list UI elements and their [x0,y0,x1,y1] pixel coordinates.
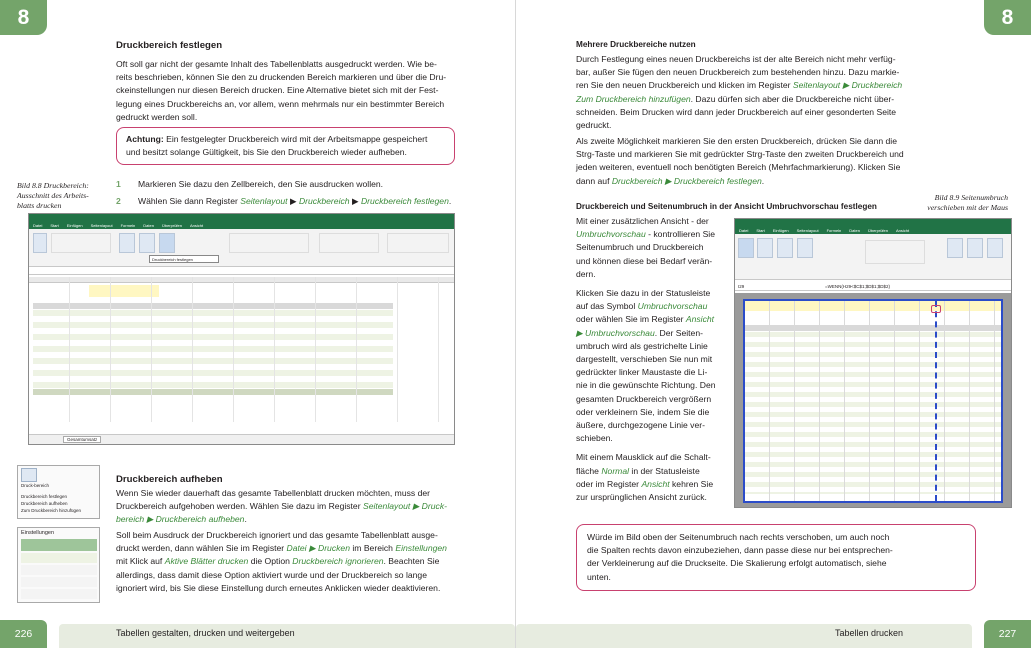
ribbon-tab: Formeln [120,223,136,228]
menu-path: Ansicht [641,478,670,489]
caption-line: Bild 8.8 Druckbereich: [17,181,89,190]
text-span: druckt werden, dann wählen Sie im Register [116,543,287,554]
footer-text: Tabellen drucken [835,628,904,638]
note-line: die Spalten rechts davon einzubeziehen, dann passe diese nur bei entsprechen- [587,545,893,556]
text-line [576,268,724,281]
text-span: . Beachten Sie [383,556,440,567]
ribbon-tab: Seitenlayout [90,223,113,228]
text-span: mit Klick auf [116,556,165,567]
text-line: ignoriert wird, bis Sie diese Einstellung durch erneutes Anklicken wieder deaktivieren. [116,582,441,593]
section-heading: Druckbereich und Seitenumbruch in der Ansicht Umbruchvorschau festlegen [576,202,877,211]
step-number: 2 [116,196,121,206]
ribbon-tab: Daten [143,223,154,228]
text-line [576,300,724,313]
text-span: im Bereich [349,543,396,554]
text-span: gesamten Druckbereich vergrößern [576,393,712,404]
option-row [21,565,97,575]
ribbon-tab: Überprüfen [867,228,888,233]
ribbon [735,234,1011,280]
ribbon-tab: Überprüfen [161,223,182,228]
ribbon-button [797,238,813,258]
text-span: oder wählen Sie im Register [576,314,686,325]
menu-path: ▶ [576,327,585,338]
text-span: Mit einer zusätzlichen Ansicht - der [576,216,709,226]
menu-path: Ansicht [685,314,715,325]
text-line: schneiden. Beim Drucken wird dann jeder Druckbereich auf einer gesonderten Seite [576,106,897,117]
ribbon-tabs [29,222,454,229]
text-span: Mit einem Mausklick auf die Schalt- [576,452,711,463]
sheet-tab: Gesamtumsatz [63,436,101,443]
text-span: auf das Symbol [576,301,638,312]
note-label: Achtung: [126,134,164,144]
zoom-button [947,238,963,258]
menu-path: bereich [116,514,145,525]
einstellungen-thumbnail [17,527,100,603]
note-line-1: Ein festgelegter Druckbereich wird mit der Arbeitsmappe gespeichert [163,134,428,144]
text-span: dann auf [576,175,612,186]
ribbon-tab: Start [50,223,59,228]
druckbereich-menu-thumbnail [17,465,100,519]
druckbereich-button [159,233,175,253]
print-area-icon [21,468,37,482]
formula-text: =WENN(H29<$C$1;$D$1;$D$2) [825,284,891,289]
ribbon-tab: Ansicht [895,228,910,233]
text-line [576,478,724,491]
text-line: allerdings, dass damit diese Option aktiviert wurde und der Druckbereich so lange [116,569,427,580]
text-line [576,406,724,419]
text-line [576,93,916,106]
thumbnail-title: Einstellungen [21,530,55,536]
menu-path: Aktive Blätter drucken [164,556,249,567]
text-line [576,465,724,478]
menu-path: Druckbereich [851,80,903,91]
text-line: bar, außer Sie fügen den neuen Druckbereich zum bestehenden hinzu. Dazu markie- [576,67,900,78]
option-row [21,553,97,563]
text-span: . Dazu dürfen sich aber die Druckbereiche nicht über- [690,93,895,104]
text-line [576,215,724,228]
menu-path: Druckbereich festlegen [360,196,449,206]
ribbon-button [33,233,47,253]
note-line: unten. [587,571,611,582]
menu-path: Normal [601,465,630,476]
page-footer [0,618,515,648]
text-span: zur ursprünglichen Ansicht zurück. [576,492,707,503]
ribbon-tab: Einfügen [66,223,83,228]
ribbon-tab: Ansicht [189,223,204,228]
text-span: Klicken Sie dazu in der Statusleiste [576,288,711,299]
text-span: in der Statusleiste [629,465,700,476]
note-line-2: und besitzt solange Gültigkeit, bis Sie den Druckbereich wieder aufheben. [126,147,407,158]
ribbon-tab: Einfügen [772,228,789,233]
menu-path: Umbruchvorschau [576,229,646,240]
note-box [116,127,455,165]
page-break-preview-button [757,238,773,258]
text-span: Druckbereich aufgehoben werden. Wählen Sie dazu im Register [116,501,363,512]
text-line: jeden weiteren, eventuell noch benötigten Bereich (Mehrfachmarkierung). Klicken Sie [576,162,901,173]
arrow-icon: ▶ [351,196,359,206]
step-number: 1 [116,179,121,189]
text-span: gedrückter linker Maustaste die Li- [576,367,708,378]
text-line: Als zweite Möglichkeit markieren Sie den ersten Druckbereich, drücken Sie dann die [576,136,897,146]
figure-caption [896,193,1008,213]
formula-bar [29,267,454,275]
caption-line: Bild 8.9 Seitenumbruch [934,193,1008,202]
text-line [576,340,724,353]
dropdown-menu [21,493,97,514]
text-span: kehren Sie [669,478,714,489]
text-line: Durch Festlegung eines neuen Druckbereichs ist der alte Bereich nicht mehr verfüg- [576,54,896,64]
sec2-paragraph [116,487,455,527]
menu-path: Druckbereich [298,196,350,206]
ribbon-tab: Daten [849,228,860,233]
zoom-100-button [967,238,983,258]
text-line: dann auf Druckbereich ▶ Druckbereich festlegen. [576,175,765,186]
text-span: schieben. [576,433,613,444]
menu-path: Drucken [317,543,350,554]
worksheet-page-break-view [735,293,1011,508]
print-area [743,299,1003,503]
excel-screenshot [734,218,1012,508]
page-break-line[interactable] [935,301,937,501]
menu-path: Umbruchvorschau [637,301,708,312]
text-line [576,79,916,92]
menu-path: Druckbereich festlegen [673,175,762,186]
arrow-icon: ▶ [146,514,154,525]
text-span: - kontrollieren Sie [645,229,715,240]
menu-path: Druckbereich ignorieren [292,556,384,567]
menu-path: Druck- [421,501,447,512]
text-line: legung eines Druckbereichs an, vor allem, wenn mehrmals nur ein bestimmter Bereich [116,98,445,109]
text-span: oder im Register [576,478,642,489]
menu-path: Druckbereich [611,175,663,186]
text-line [116,500,455,513]
ribbon-tab: Formeln [826,228,842,233]
right-page [516,0,1031,648]
ribbon-button [119,233,135,253]
mouse-cursor-icon [931,305,941,313]
text-line [576,353,724,366]
sec1-paragraph [116,58,455,124]
arrow-icon: ▶ [664,175,672,186]
text-span: äußere, durchgezogene Linie ver- [576,420,705,431]
text-line [576,393,724,406]
note-line: der Verkleinerung auf die Druckseite. Die Skalierung erfolgt automatisch, siehe [587,558,887,569]
excel-screenshot [28,213,455,445]
option-row [21,577,97,587]
step-text: Markieren Sie dazu den Zellbereich, den Sie ausdrucken wollen. [138,179,384,189]
text-line [576,491,724,504]
p1-paragraph [576,53,916,132]
excel-titlebar [735,219,1011,227]
section-heading: Mehrere Druckbereiche nutzen [576,40,696,49]
menu-path: Druckbereich aufheben [155,514,245,525]
arrow-icon: ▶ [412,501,420,512]
text-line: reits beschrieben, können Sie den zu druckenden Bereich markieren und über die Dru- [116,72,447,83]
note-box [576,524,976,591]
column-text [576,215,724,504]
text-span: die Option [248,556,293,567]
text-line: Oft soll gar nicht der gesamte Inhalt des Tabellenblatts ausgedruckt werden. Wie be- [116,59,437,69]
zoom-selection-button [987,238,1003,258]
menu-path: Datei [286,543,307,554]
ribbon-tab: Datei [33,223,43,228]
normal-view-button [738,238,754,258]
text-span: dargestellt, verschieben Sie nun mit [576,354,713,365]
text-line [576,241,724,254]
text-line [576,255,724,268]
text-line [116,542,455,555]
ribbon-button [777,238,793,258]
step-text: Wählen Sie dann Register [138,196,241,206]
text-line [576,432,724,445]
text-line: Wenn Sie wieder dauerhaft das gesamte Tabellenblatt drucken möchten, muss der [116,488,431,498]
text-span: . Der Seiten- [654,327,703,338]
text-line [576,366,724,379]
text-span: Seitenumbruch und Druckbereich [576,242,704,253]
menu-item: Druckbereich aufheben [21,501,68,506]
tooltip: Druckbereich festlegen [149,255,219,263]
text-span: oder verkleinern Sie, indem Sie die [576,406,710,417]
chapter-tab: 8 [0,0,47,35]
left-page [0,0,515,648]
ribbon-tab: Seitenlayout [796,228,819,233]
caption-line: Ausschnitt des Arbeits- [17,191,89,200]
option-row [21,589,97,599]
formula-bar [735,282,1011,291]
menu-path: Seitenlayout [362,501,411,512]
ribbon [29,229,454,267]
ribbon-button [139,233,155,253]
menu-path: Zum Druckbereich hinzufügen [576,93,691,104]
text-line: gedruckt. [576,120,612,131]
sec3-paragraph [116,529,455,595]
ribbon-tab: Start [756,228,765,233]
step-1 [116,178,383,191]
gridlines [29,277,454,422]
text-line: gedruckt werden soll. [116,111,198,122]
section-heading: Druckbereich aufheben [116,474,223,485]
name-box: I29 [738,284,745,289]
text-line: Strg-Taste und markieren Sie mit gedrückter Strg-Taste den zweiten Druckbereich und [576,149,904,160]
step-2: 2 Wählen Sie dann Register Seitenlayout ▶ Druckbereich ▶ Druckbereich festlegen. [116,196,452,206]
note-line [126,133,445,146]
text-span: ren Sie den neuen Druckbereich und klicken im Register [576,80,793,91]
text-line: Soll beim Ausdruck der Druckbereich ignoriert und das gesamte Tabellenblatt ausge- [116,530,438,540]
status-bar [29,434,454,444]
note-line: Würde im Bild oben der Seitenumbruch nach rechts verschoben, um auch noch [587,532,890,542]
section-heading: Druckbereich festlegen [116,40,223,51]
ribbon-group [51,233,111,253]
text-line [576,379,724,392]
caption-line: verschieben mit der Maus [927,203,1008,212]
chapter-tab: 8 [984,0,1031,35]
figure-caption [17,181,97,211]
ribbon-group [865,240,925,264]
button-label: Druck-bereich [21,483,50,488]
p2-paragraph [576,135,916,188]
caption-line: blatts drucken [17,201,62,210]
ribbon-group [229,233,309,253]
text-span: nie in die gewünschte Richtung. Den [576,380,716,391]
menu-path: Seitenlayout [240,196,288,206]
text-span: umbruch wird als gestrichelte Linie [576,340,708,351]
page-number: 226 [0,620,47,648]
text-span: fläche [576,465,602,476]
text-line [576,287,724,300]
text-line [576,451,724,464]
arrow-icon: ▶ [842,80,850,91]
option-row [21,539,97,551]
text-span: dern. [576,268,596,279]
footer-bar [516,624,972,648]
page-footer [516,618,1031,648]
text-line [576,419,724,432]
text-line: bereich ▶ Druckbereich aufheben. [116,514,247,525]
menu-path: Seitenlayout [792,80,841,91]
ribbon-tabs [735,227,1011,234]
menu-path: Umbruchvorschau [585,327,655,338]
text-line: ckeinstellungen nur diesen Bereich drucken. Eine Alternative bietet sich mit der Fest- [116,85,439,96]
excel-titlebar [29,214,454,222]
text-line [576,228,724,241]
text-line [576,327,724,340]
menu-item: Druckbereich festlegen [21,494,68,499]
text-line [576,313,724,326]
menu-path: Einstellungen [395,543,447,554]
page-number: 227 [984,620,1031,648]
ribbon-tab: Datei [739,228,749,233]
text-span: und können diese bei Bedarf verän- [576,255,713,266]
arrow-icon: ▶ [289,196,297,206]
worksheet-grid [29,277,454,422]
arrow-icon: ▶ [308,543,316,554]
page-watermark [825,381,895,411]
text-line [116,555,455,568]
footer-text: Tabellen gestalten, drucken und weitergeben [116,628,295,638]
ribbon-group [387,233,449,253]
menu-item: Zum Druckbereich hinzufügen [21,508,82,513]
ribbon-group [319,233,379,253]
